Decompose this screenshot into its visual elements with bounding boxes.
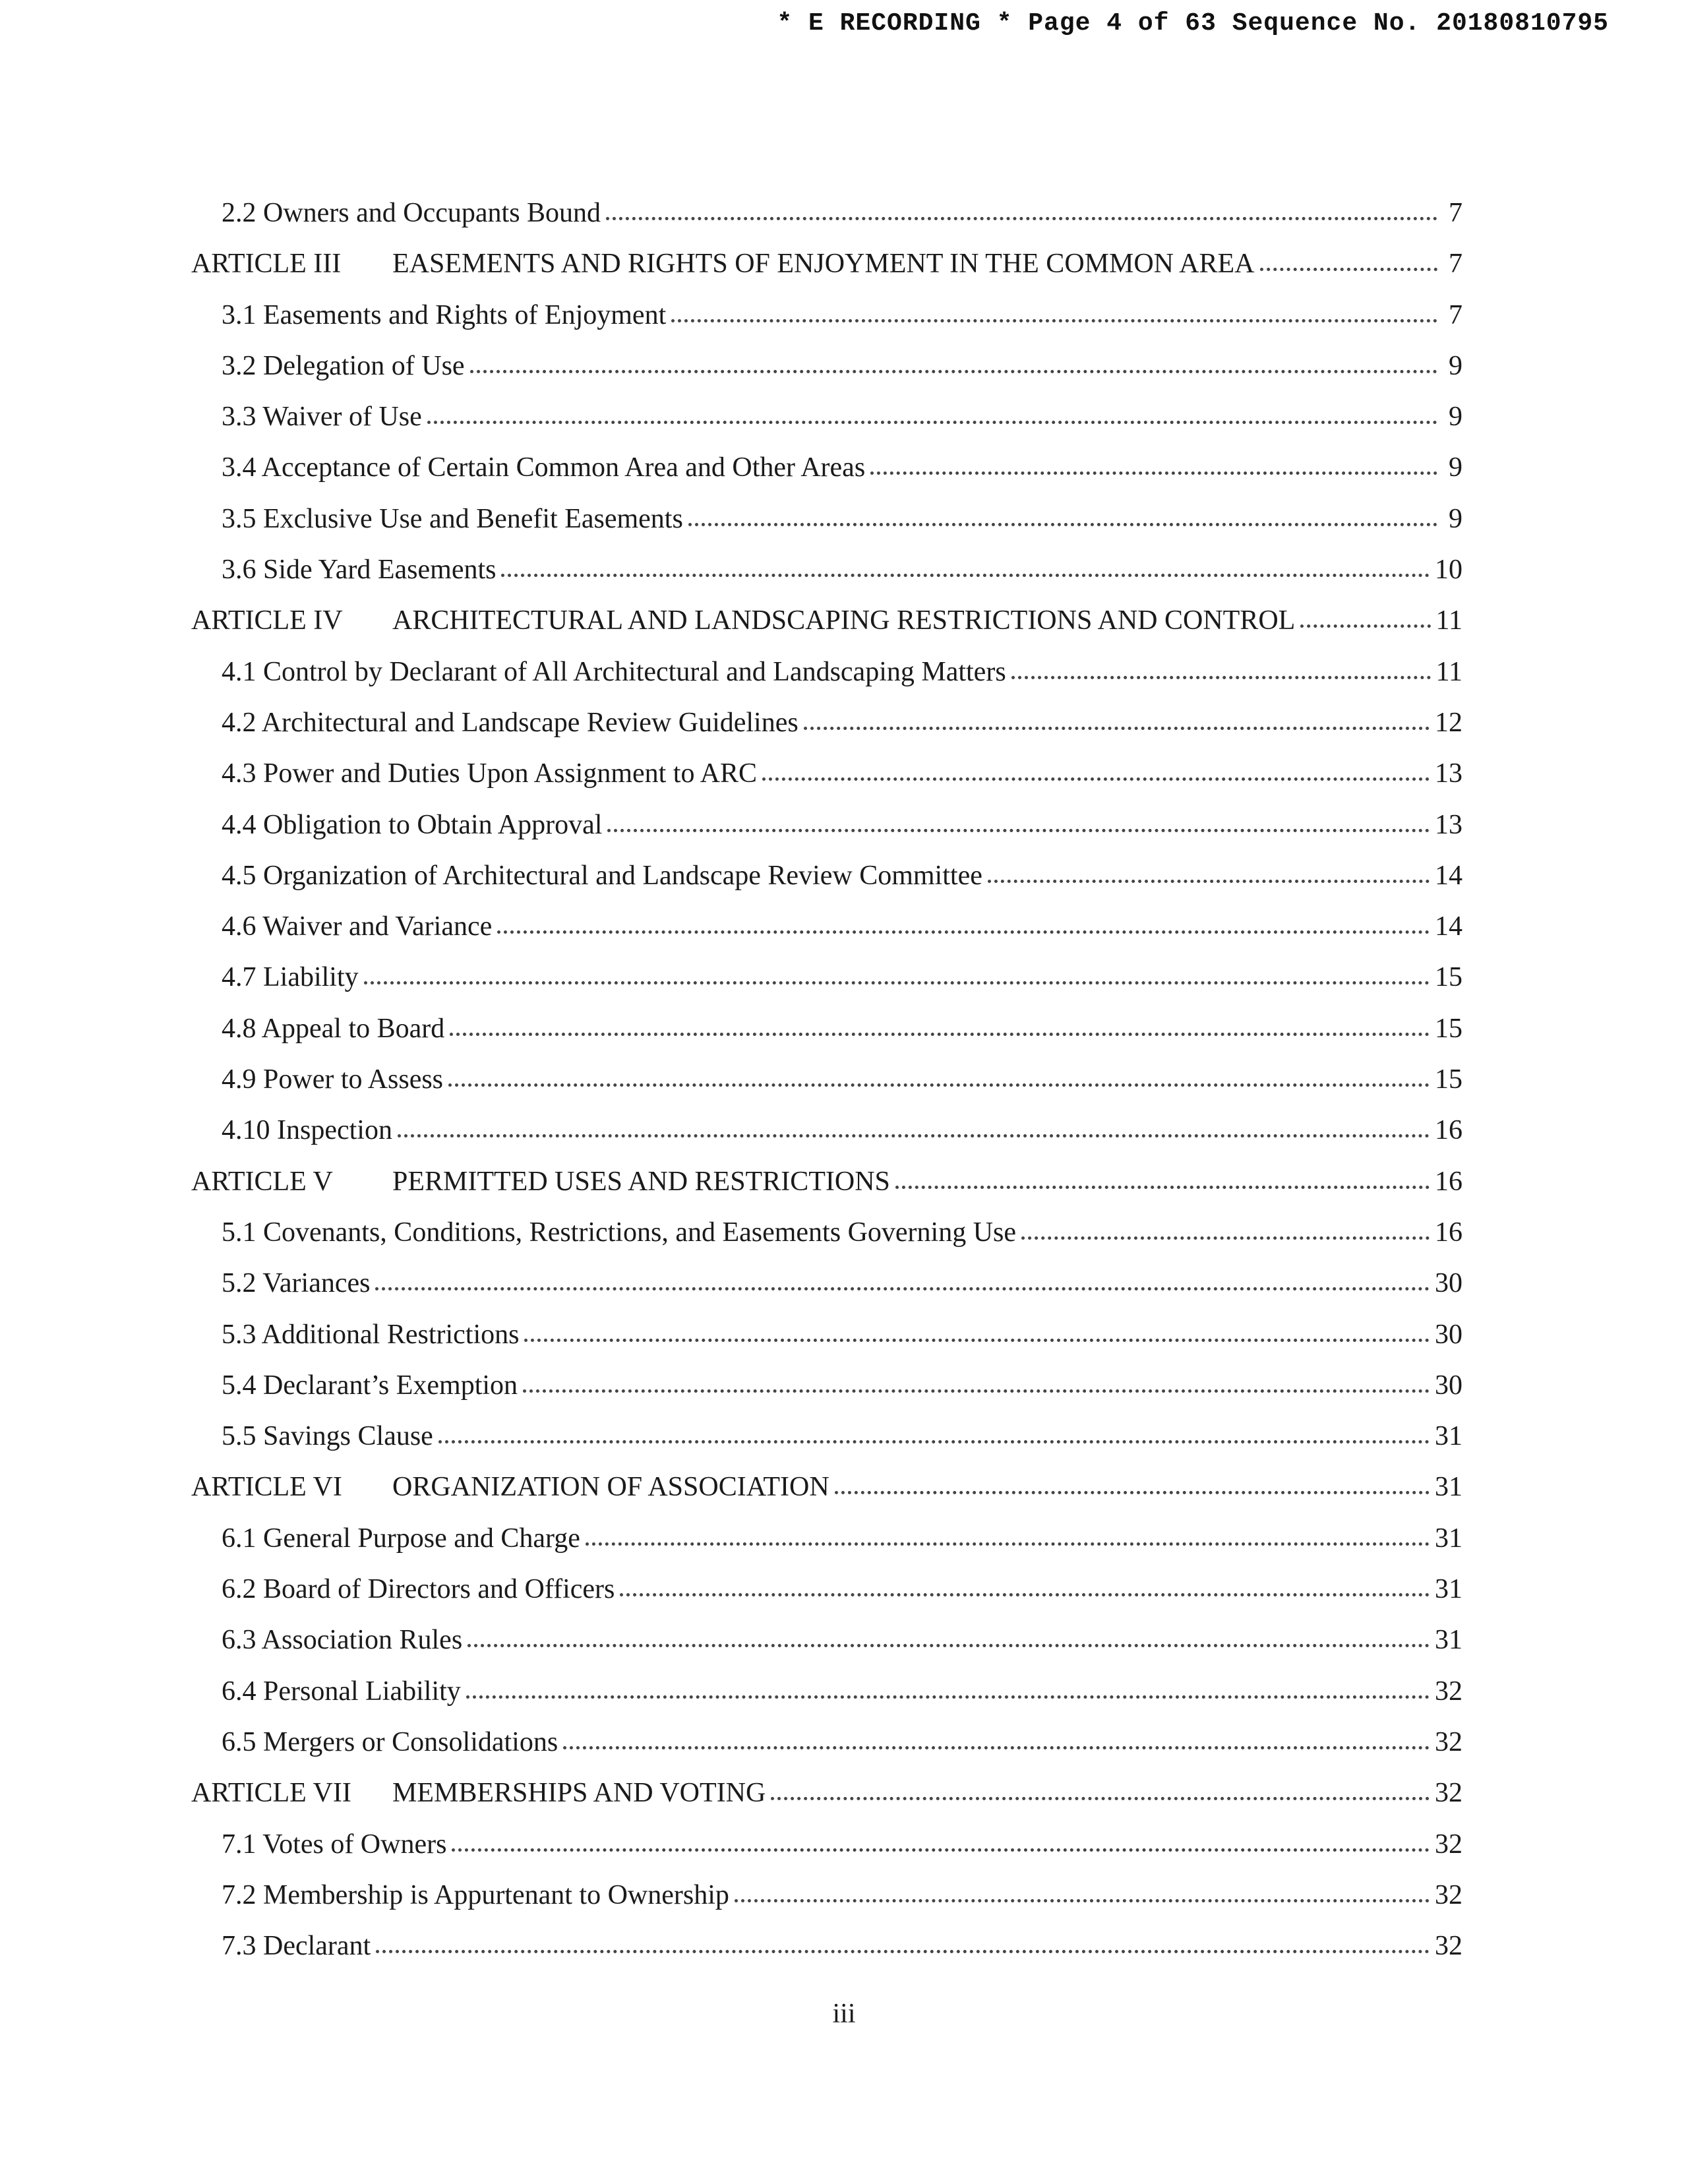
dot-leader — [563, 1746, 1430, 1749]
toc-section-row — [191, 1116, 1462, 1167]
toc-section-row — [191, 1728, 1462, 1779]
dot-leader — [771, 1797, 1430, 1800]
dot-leader — [470, 370, 1437, 373]
toc-entry-title: ARCHITECTURAL AND LANDSCAPING RESTRICTIONS AND CONTROL — [392, 605, 1296, 636]
toc-section-row — [191, 352, 1462, 403]
toc-page-number: 32 — [1435, 1829, 1462, 1860]
toc-section-row — [191, 1881, 1462, 1932]
toc-entry-title: 7.2 Membership is Appurtenant to Ownership — [222, 1879, 729, 1910]
dot-leader — [466, 1695, 1430, 1699]
toc-page-number: 30 — [1435, 1370, 1462, 1401]
dot-leader — [804, 727, 1430, 730]
toc-article-row — [191, 607, 1462, 657]
toc-entry-title: 6.4 Personal Liability — [222, 1676, 461, 1707]
dot-leader — [497, 930, 1430, 934]
dot-leader — [671, 319, 1437, 322]
toc-page-number: 31 — [1435, 1574, 1462, 1605]
toc-entry-title: 3.4 Acceptance of Certain Common Area and Other Areas — [222, 452, 866, 483]
toc-entry-title: ORGANIZATION OF ASSOCIATION — [392, 1472, 829, 1503]
toc-entry-title: 5.3 Additional Restrictions — [222, 1319, 520, 1350]
toc-article-row — [191, 1168, 1462, 1219]
toc-page-number: 16 — [1435, 1217, 1462, 1248]
toc-entry-title: 4.5 Organization of Architectural and Landscape Review Committee — [222, 860, 982, 891]
toc-page-number: 16 — [1435, 1166, 1462, 1197]
toc-entry-title: 5.2 Variances — [222, 1268, 371, 1299]
toc-entry-title: 4.10 Inspection — [222, 1115, 392, 1146]
dot-leader — [607, 829, 1430, 832]
toc-entry-title: 3.6 Side Yard Easements — [222, 555, 497, 586]
dot-leader — [1011, 676, 1431, 679]
toc-entry-title: 5.5 Savings Clause — [222, 1421, 433, 1452]
toc-entry-title: 2.2 Owners and Occupants Bound — [222, 198, 601, 228]
toc-page-number: 15 — [1435, 1013, 1462, 1044]
toc-section-row — [191, 963, 1462, 1014]
toc-entry-title: 6.3 Association Rules — [222, 1625, 463, 1656]
toc-page-number: 30 — [1435, 1319, 1462, 1350]
toc-entry-title: 4.7 Liability — [222, 962, 359, 993]
dot-leader — [448, 1083, 1430, 1087]
toc-entry-title: 6.2 Board of Directors and Officers — [222, 1574, 615, 1605]
toc-section-row — [191, 811, 1462, 862]
dot-leader — [438, 1440, 1430, 1443]
toc-entry-title: 4.6 Waiver and Variance — [222, 911, 493, 942]
toc-entry-title: 4.3 Power and Duties Upon Assignment to ARC — [222, 758, 758, 789]
toc-section-row — [191, 1831, 1462, 1881]
dot-leader — [762, 777, 1430, 781]
toc-entry-title: PERMITTED USES AND RESTRICTIONS — [392, 1166, 890, 1197]
dot-leader — [467, 1644, 1430, 1647]
dot-leader — [1300, 624, 1430, 628]
toc-page-number: 31 — [1435, 1625, 1462, 1656]
dot-leader — [501, 574, 1430, 577]
toc-page-number: 14 — [1435, 911, 1462, 942]
toc-section-row — [191, 1626, 1462, 1677]
toc-article-label: ARTICLE III — [191, 249, 342, 280]
toc-entry-title: 3.3 Waiver of Use — [222, 402, 422, 433]
toc-section-row — [191, 1269, 1462, 1320]
toc-entry-title: 4.8 Appeal to Board — [222, 1013, 445, 1044]
toc-section-row — [191, 505, 1462, 556]
toc-page-number: 32 — [1435, 1879, 1462, 1910]
toc-page-number: 32 — [1435, 1726, 1462, 1757]
toc-page-number: 7 — [1449, 299, 1462, 330]
toc-page-number: 32 — [1435, 1676, 1462, 1707]
dot-leader — [895, 1186, 1430, 1189]
toc-section-row — [191, 301, 1462, 352]
toc-section-row — [191, 913, 1462, 963]
toc-page-number: 13 — [1435, 809, 1462, 840]
toc-entry-title: 4.9 Power to Assess — [222, 1064, 444, 1095]
toc-entry-title: 3.2 Delegation of Use — [222, 350, 465, 381]
toc-section-row — [191, 1575, 1462, 1626]
toc-page-number: 31 — [1435, 1472, 1462, 1503]
dot-leader — [1021, 1236, 1430, 1240]
toc-article-row — [191, 250, 1462, 301]
table-of-contents — [191, 199, 1462, 1983]
toc-section-row — [191, 1066, 1462, 1116]
recording-stamp: * E RECORDING * Page 4 of 63 Sequence No. 20180810795 — [777, 9, 1609, 38]
dot-leader — [835, 1491, 1430, 1494]
toc-section-row — [191, 403, 1462, 454]
toc-page-number: 30 — [1435, 1268, 1462, 1299]
dot-leader — [988, 880, 1430, 883]
toc-section-row — [191, 658, 1462, 709]
toc-entry-title: 6.1 General Purpose and Charge — [222, 1523, 580, 1554]
toc-section-row — [191, 1525, 1462, 1575]
toc-page-number: 14 — [1435, 860, 1462, 891]
toc-section-row — [191, 1321, 1462, 1372]
toc-section-row — [191, 1422, 1462, 1473]
page-number: iii — [832, 1999, 856, 2029]
dot-leader — [450, 1033, 1430, 1036]
dot-leader — [606, 217, 1437, 220]
toc-entry-title: MEMBERSHIPS AND VOTING — [392, 1778, 766, 1809]
dot-leader — [1260, 268, 1437, 271]
toc-entry-title: EASEMENTS AND RIGHTS OF ENJOYMENT IN THE COMMON AREA — [392, 249, 1255, 280]
dot-leader — [870, 471, 1437, 475]
toc-entry-title: 4.2 Architectural and Landscape Review Guidelines — [222, 707, 799, 738]
dot-leader — [688, 523, 1437, 526]
toc-section-row — [191, 454, 1462, 504]
dot-leader — [524, 1339, 1430, 1342]
toc-page-number: 12 — [1435, 707, 1462, 738]
toc-entry-title: 7.1 Votes of Owners — [222, 1829, 447, 1860]
toc-page-number: 32 — [1435, 1778, 1462, 1809]
toc-section-row — [191, 556, 1462, 607]
toc-entry-title: 4.1 Control by Declarant of All Architectural and Landscaping Matters — [222, 656, 1006, 687]
toc-entry-title: 4.4 Obligation to Obtain Approval — [222, 809, 603, 840]
toc-entry-title: 5.4 Declarant’s Exemption — [222, 1370, 518, 1401]
toc-article-label: ARTICLE VI — [191, 1472, 342, 1503]
toc-page-number: 15 — [1435, 962, 1462, 993]
dot-leader — [376, 1950, 1430, 1953]
toc-page-number: 31 — [1435, 1523, 1462, 1554]
toc-section-row — [191, 1219, 1462, 1269]
toc-article-label: ARTICLE V — [191, 1166, 333, 1197]
toc-page-number: 10 — [1435, 555, 1462, 586]
toc-page-number: 15 — [1435, 1064, 1462, 1095]
dot-leader — [427, 421, 1437, 424]
toc-entry-title: 7.3 Declarant — [222, 1931, 371, 1962]
toc-page-number: 11 — [1435, 656, 1462, 687]
toc-page-number: 13 — [1435, 758, 1462, 789]
toc-page-number: 9 — [1449, 350, 1462, 381]
toc-page-number: 32 — [1435, 1931, 1462, 1962]
toc-section-row — [191, 1015, 1462, 1066]
dot-leader — [586, 1542, 1430, 1546]
toc-page-number: 7 — [1449, 198, 1462, 228]
toc-page-number: 31 — [1435, 1421, 1462, 1452]
dot-leader — [735, 1899, 1430, 1902]
toc-entry-title: 6.5 Mergers or Consolidations — [222, 1726, 558, 1757]
toc-page-number: 16 — [1435, 1115, 1462, 1146]
toc-page-number: 7 — [1449, 249, 1462, 280]
toc-page-number: 9 — [1449, 452, 1462, 483]
toc-entry-title: 3.5 Exclusive Use and Benefit Easements — [222, 503, 683, 534]
toc-entry-title: 5.1 Covenants, Conditions, Restrictions, and Easements Governing Use — [222, 1217, 1017, 1248]
toc-page-number: 9 — [1449, 503, 1462, 534]
toc-article-row — [191, 1779, 1462, 1830]
toc-article-row — [191, 1473, 1462, 1524]
toc-section-row — [191, 1678, 1462, 1728]
toc-section-row — [191, 1932, 1462, 1983]
toc-section-row — [191, 709, 1462, 760]
toc-page-number: 11 — [1435, 605, 1462, 636]
toc-section-row — [191, 199, 1462, 250]
dot-leader — [364, 981, 1430, 985]
toc-section-row — [191, 862, 1462, 913]
dot-leader — [398, 1134, 1430, 1138]
toc-article-label: ARTICLE IV — [191, 605, 343, 636]
toc-section-row — [191, 1372, 1462, 1422]
toc-entry-title: 3.1 Easements and Rights of Enjoyment — [222, 299, 667, 330]
toc-page-number: 9 — [1449, 402, 1462, 433]
toc-section-row — [191, 760, 1462, 810]
dot-leader — [620, 1593, 1430, 1596]
toc-article-label: ARTICLE VII — [191, 1778, 351, 1809]
dot-leader — [375, 1287, 1430, 1290]
dot-leader — [523, 1389, 1430, 1393]
dot-leader — [452, 1848, 1430, 1852]
